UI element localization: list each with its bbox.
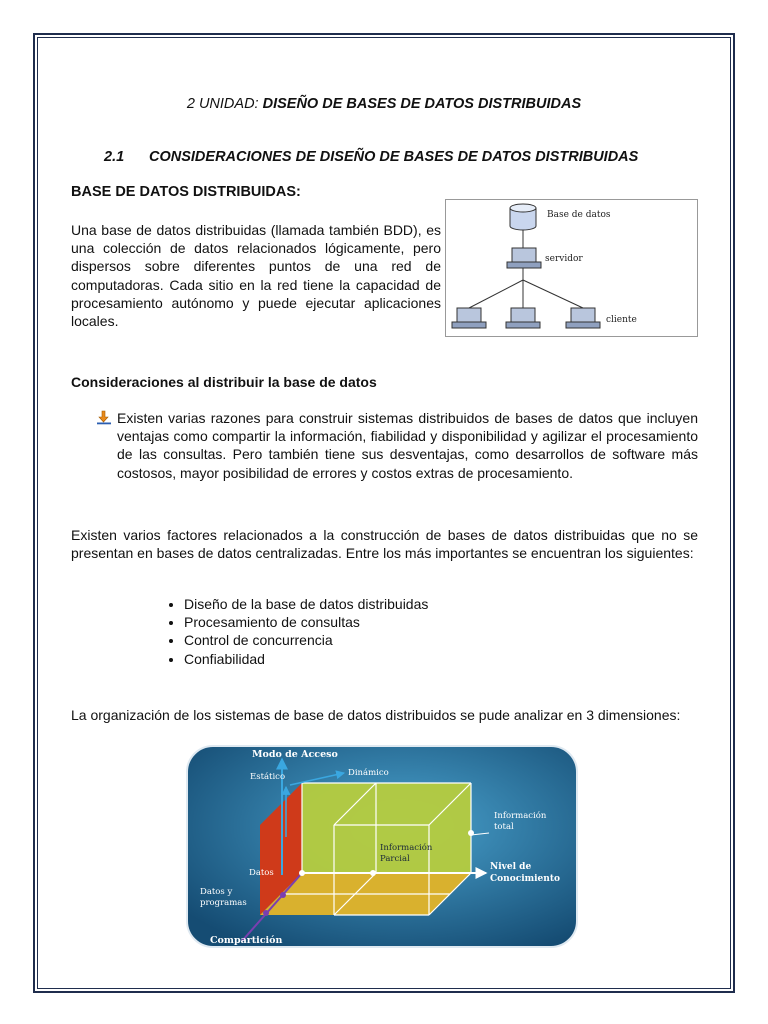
client-label: cliente (606, 315, 637, 325)
access-mode-label: Modo de Acceso (252, 749, 338, 760)
total-info-label-1: Información (494, 811, 547, 821)
db-label: Base de datos (547, 210, 611, 220)
database-icon (510, 204, 536, 230)
dimensions-cube-diagram (186, 745, 578, 948)
arrow-bullet-icon (96, 409, 112, 425)
data-label: Datos (249, 868, 274, 878)
unit-title: 2 UNIDAD: DISEÑO DE BASES DE DATOS DISTRIBUIDAS (186, 96, 582, 112)
data-programs-label-2: programas (200, 898, 247, 908)
list-item: • Procesamiento de consultas (184, 613, 428, 631)
bdd-heading: BASE DE DATOS DISTRIBUIDAS: (71, 184, 301, 200)
factors-list (160, 595, 428, 668)
dynamic-label: Dinámico (348, 768, 389, 778)
considerations-heading: Consideraciones al distribuir la base de datos (71, 374, 377, 390)
knowledge-label-2: Conocimiento (490, 874, 560, 884)
organization-paragraph: La organización de los sistemas de base de datos distribuidos se pude analizar en 3 dimensiones: (71, 707, 681, 723)
network-diagram (445, 199, 698, 337)
list-item: • Confiabilidad (184, 650, 428, 668)
partial-info-label-2: Parcial (380, 854, 410, 864)
partial-info-label-1: Información (380, 843, 433, 853)
client-computer-icon (566, 308, 600, 328)
data-programs-label-1: Datos y (200, 887, 233, 897)
bdd-intro-paragraph: Una base de datos distribuidas (llamada también BDD), es una colección de datos relacionados lógicamente, pero dispersos sobre diferentes puntos de una red de computadoras. Cada sitio en la red tiene la capacidad de procesamiento autónomo y puede ejecutar aplicaciones locales. (71, 222, 441, 330)
knowledge-label-1: Nivel de (490, 862, 532, 872)
client-computer-icon (506, 308, 540, 328)
list-item: • Diseño de la base de datos distribuidas (184, 595, 428, 613)
server-computer-icon (507, 248, 541, 268)
static-label: Estático (250, 772, 286, 782)
total-info-label-2: total (494, 822, 514, 832)
client-computer-icon (452, 308, 486, 328)
sharing-label: Compartición (210, 935, 283, 946)
list-item: • Control de concurrencia (184, 631, 428, 649)
considerations-paragraph: Existen varias razones para construir sistemas distribuidos de bases de datos que incluyen ventajas como compartir la información, fiabilidad y disponibilidad y agilizar el procesamiento de las consultas. Pero también tiene sus desventajas, como desarrollos de software más costosos, mayor posibilidad de errores y costos extras de procesamiento. (117, 410, 698, 481)
factors-intro-paragraph: Existen varios factores relacionados a la construcción de bases de datos distribuidas que no se presentan en bases de datos centralizadas. Entre los más importantes se encuentran los siguientes: (71, 527, 698, 562)
server-label: servidor (545, 254, 583, 264)
section-title: 2.1 CONSIDERACIONES DE DISEÑO DE BASES DE DATOS DISTRIBUIDAS (104, 149, 639, 165)
